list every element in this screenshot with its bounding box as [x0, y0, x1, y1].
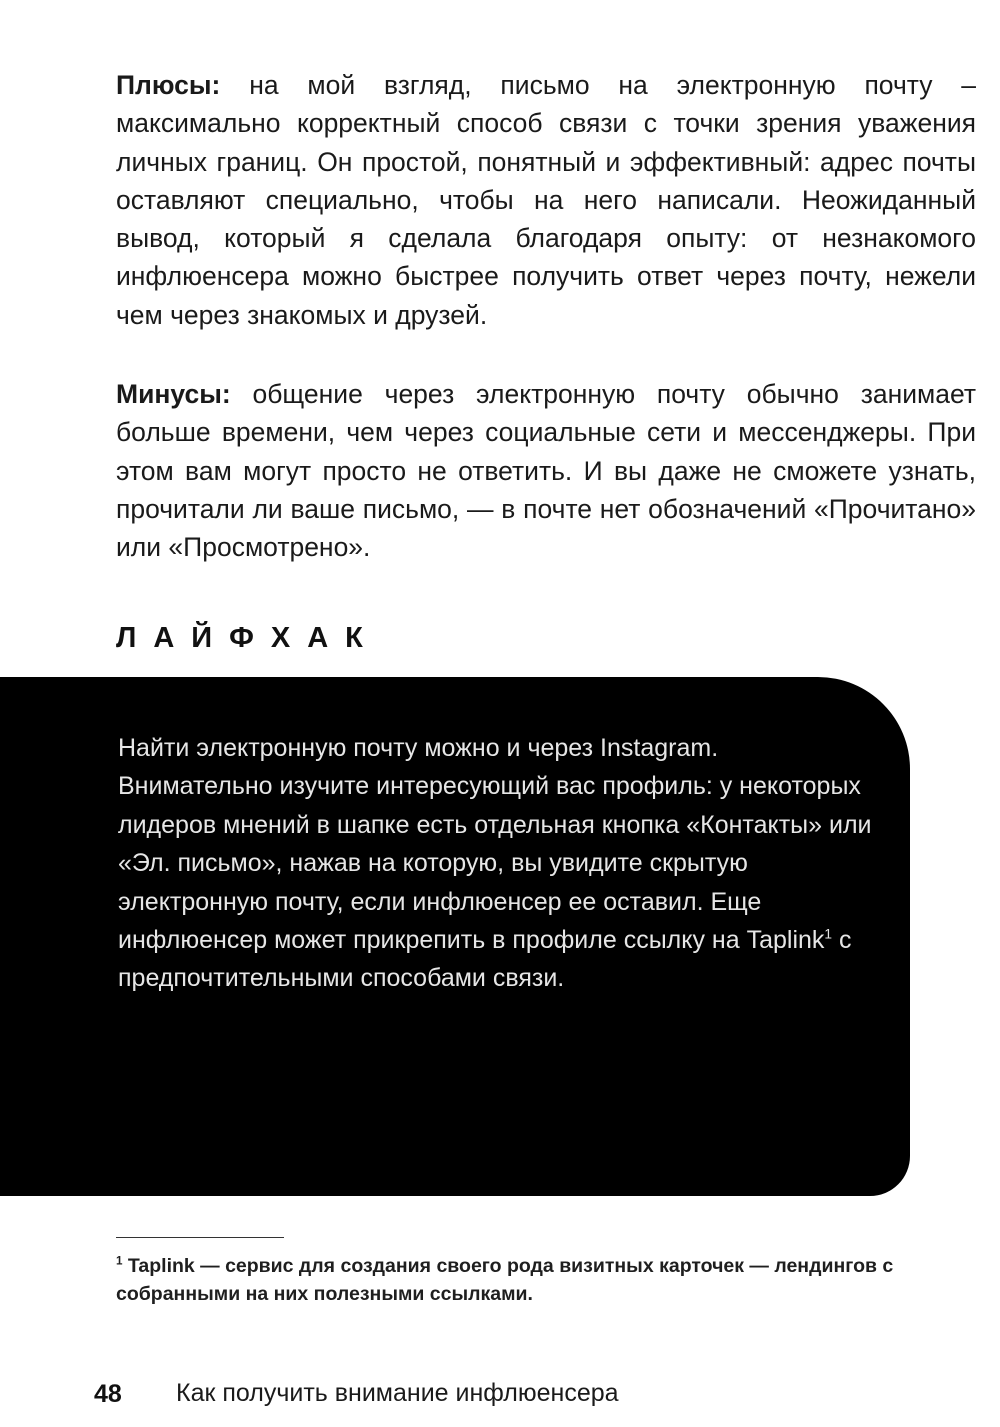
footnote-text: Taplink — сервис для создания своего рода визитных карточек — лендингов с собранными на них полезными ссылками.	[116, 1255, 894, 1305]
lifehack-text	[118, 729, 878, 998]
lifehack-text-end: с предпочтительными способами связи.	[118, 926, 852, 993]
footnote	[116, 1252, 976, 1308]
footnote-mark: 1	[116, 1254, 123, 1268]
cons-text: общение через электронную почту обычно занимает больше времени, чем через социальные сети и мессенджеры. При этом вам могут просто не ответить. И вы даже не сможете узнать, прочитали ли ваше письмо, — в почте нет обозначений «Прочитано» или «Просмотрено».	[116, 379, 976, 563]
cons-paragraph	[116, 375, 976, 566]
lifehack-text-main: Найти электронную почту можно и через Instagram. Внимательно изучите интересующий вас профиль: у некоторых лидеров мнений в шапке есть отдельная кнопка «Контакты» или «Эл. письмо», нажав на которую, вы увидите скрытую электронную почту, если инфлюенсер ее оставил. Еще инфлюенсер может прикрепить в профиле ссылку на Taplink	[118, 734, 872, 955]
page-number: 48	[94, 1380, 122, 1408]
footnote-reference[interactable]: 1	[824, 926, 833, 942]
pros-term: Плюсы:	[116, 70, 221, 100]
footnote-divider	[116, 1237, 284, 1238]
running-title: Как получить внимание инфлюенсера	[176, 1379, 619, 1407]
lifehack-heading: ЛАЙФХАК	[116, 622, 380, 654]
pros-text: на мой взгляд, письмо на электронную почту – максимально корректный способ связи с точки зрения уважения личных границ. Он простой, понятный и эффективный: адрес почты оставляют специально, чтобы на него написали. Неожиданный вывод, который я сделала благодаря опыту: от незнакомого инфлюенсера можно быстрее получить ответ через почту, нежели чем через знакомых и друзей.	[116, 70, 976, 330]
pros-paragraph	[116, 66, 976, 334]
cons-term: Минусы:	[116, 379, 231, 409]
